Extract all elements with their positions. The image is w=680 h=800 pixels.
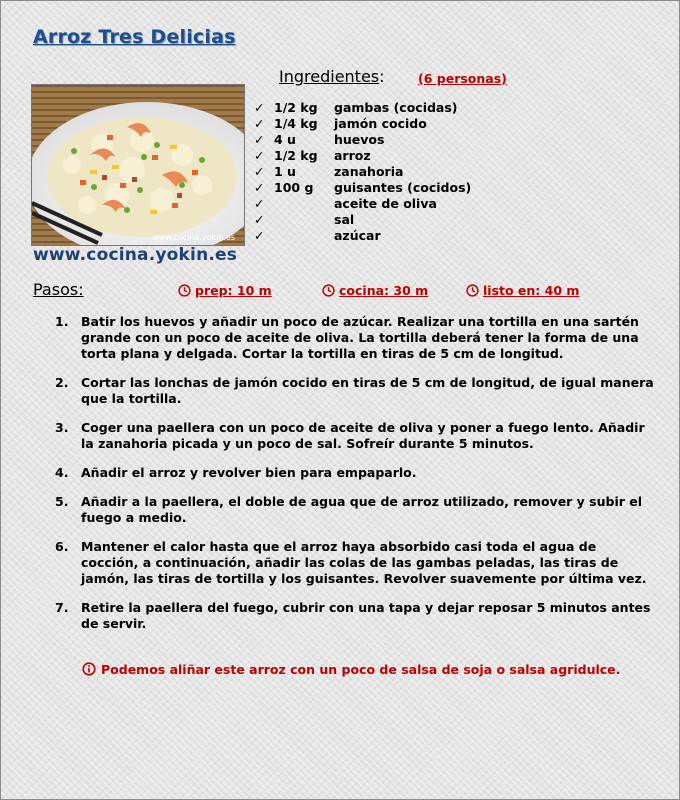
check-icon: ✓ [254,116,265,131]
ingredient-item [254,164,471,180]
ingredient-item [254,228,471,244]
tip-text: Podemos aliñar este arroz con un poco de salsa de soja o salsa agridulce. [101,662,621,677]
ingredient-qty: 1 u [274,164,296,179]
recipe-title: Arroz Tres Delicias [33,26,236,48]
step-text: Mantener el calor hasta que el arroz haya absorbido casi toda el agua de cocción, a continuación, añadir las colas de las gambas peladas, las tiras de jamón, las tiras de tortilla y los guisantes. Revolver suavemente por última vez. [81,539,647,586]
step-number: 2. [55,375,69,390]
fried-rice-photo-icon [32,85,244,245]
ingredient-qty: 4 u [274,132,296,147]
servings-link[interactable]: (6 personas) [418,71,507,86]
check-icon: ✓ [254,228,265,243]
step-text: Retire la paellera del fuego, cubrir con una tapa y dejar reposar 5 minutos antes de servir. [81,600,651,631]
step-number: 7. [55,600,69,615]
step-number: 4. [55,465,69,480]
ingredient-item [254,196,471,212]
ingredient-name: arroz [334,148,371,163]
ingredients-list [254,100,471,244]
ingredient-item [254,132,471,148]
step-item [55,375,655,407]
step-item [55,465,655,481]
ingredient-name: jamón cocido [334,116,427,131]
ingredient-item [254,116,471,132]
step-text: Añadir a la paellera, el doble de agua que de arroz utilizado, remover y subir el fuego a medio. [81,494,643,525]
ingredient-item [254,100,471,116]
check-icon: ✓ [254,100,265,115]
step-number: 5. [55,494,69,509]
cook-time-link[interactable] [322,283,428,298]
ready-time: listo en: 40 m [483,283,580,298]
prep-time: prep: 10 m [195,283,272,298]
website-label: www.cocina.yokin.es [33,245,238,265]
clock-icon [322,284,335,297]
ingredient-name: zanahoria [334,164,404,179]
steps-heading: Pasos: [33,280,84,299]
check-icon: ✓ [254,196,265,211]
ingredient-name: gambas (cocidas) [334,100,458,115]
step-number: 6. [55,539,69,554]
step-item [55,539,655,587]
ingredient-name: guisantes (cocidos) [334,180,472,195]
step-item [55,494,655,526]
clock-icon [178,284,191,297]
ingredient-qty: 1/2 kg [274,100,318,115]
clock-icon [466,284,479,297]
step-item [55,314,655,362]
check-icon: ✓ [254,148,265,163]
check-icon: ✓ [254,212,265,227]
check-icon: ✓ [254,132,265,147]
ingredient-name: sal [334,212,355,227]
tip-note [82,662,620,677]
ingredient-name: azúcar [334,228,381,243]
ingredient-item [254,212,471,228]
ingredient-name: huevos [334,132,385,147]
step-item [55,420,655,452]
ingredients-label: Ingredientes [279,67,380,86]
steps-list [55,314,655,645]
step-text: Cortar las lonchas de jamón cocido en tiras de 5 cm de longitud, de igual manera que la tortilla. [81,375,654,406]
step-item [55,600,655,632]
info-icon [82,662,96,676]
cook-time: cocina: 30 m [339,283,429,298]
photo-watermark: www.cocina.yokin.es [152,233,236,242]
ingredient-qty: 1/4 kg [274,116,318,131]
check-icon: ✓ [254,180,265,195]
ingredient-qty: 100 g [274,180,314,195]
step-text: Añadir el arroz y revolver bien para empaparlo. [81,465,417,480]
step-number: 3. [55,420,69,435]
ingredient-item [254,180,471,196]
ingredient-name: aceite de oliva [334,196,437,211]
ready-time-link[interactable] [466,283,579,298]
step-text: Batir los huevos y añadir un poco de azúcar. Realizar una tortilla en una sartén grande con un poco de aceite de oliva. La tortilla deberá tener la forma de una torta plana y delgada. Cortar la tortilla en tiras de 5 cm de longitud. [81,314,639,361]
ingredients-colon: : [379,67,385,86]
recipe-photo [31,84,245,246]
step-text: Coger una paellera con un poco de aceite de oliva y poner a fuego lento. Añadir la zanahoria picada y un poco de sal. Sofreír durante 5 minutos. [81,420,645,451]
ingredient-qty: 1/2 kg [274,148,318,163]
ingredients-heading [279,67,385,86]
check-icon: ✓ [254,164,265,179]
ingredient-item [254,148,471,164]
step-number: 1. [55,314,69,329]
prep-time-link[interactable] [178,283,272,298]
